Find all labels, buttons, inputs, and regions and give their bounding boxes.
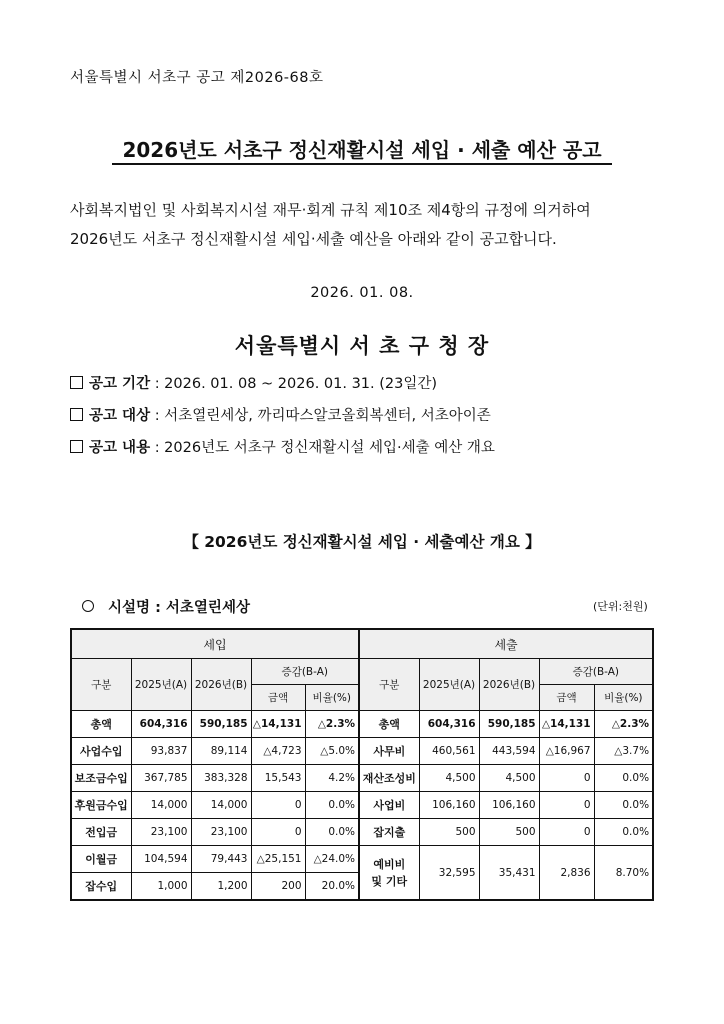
revenue-change-ratio: 4.2% (305, 765, 359, 792)
table-row (71, 711, 653, 738)
revenue-2025: 104,594 (131, 846, 191, 873)
summary-title: 【 2026년도 정신재활시설 세입 · 세출예산 개요 】 (183, 533, 541, 551)
expense-change-amount: 0 (539, 765, 594, 792)
intro-line-1: 사회복지법인 및 사회복지시설 재무·회계 규칙 제10조 제4항의 규정에 의거하여 (70, 201, 591, 219)
intro-line-2: 2026년도 서초구 정신재활시설 세입·세출 예산을 아래와 같이 공고합니다. (70, 230, 557, 248)
table-row (71, 738, 653, 765)
expense-change-amount: 0 (539, 792, 594, 819)
expense-2026: 590,185 (479, 711, 539, 738)
expense-change-ratio: △3.7% (594, 738, 653, 765)
revenue-change-amount: 0 (251, 819, 305, 846)
expense-change-amount: △14,131 (539, 711, 594, 738)
expense-name: 예비비 및 기타 (359, 846, 419, 901)
unit-label: (단위:천원) (593, 600, 648, 613)
revenue-change-ratio: △24.0% (305, 846, 359, 873)
page-title: 2026년도 서초구 정신재활시설 세입 · 세출 예산 공고 (122, 138, 602, 162)
revenue-2026: 23,100 (191, 819, 251, 846)
checkbox-square-icon (70, 376, 83, 389)
expense-2026: 35,431 (479, 846, 539, 901)
expense-name: 잡지출 (359, 819, 419, 846)
col-2025: 2025년(A) (131, 659, 191, 711)
revenue-name: 이월금 (71, 846, 131, 873)
revenue-change-ratio: 0.0% (305, 792, 359, 819)
table-row (71, 819, 653, 846)
expense-change-ratio: △2.3% (594, 711, 653, 738)
info-target-label: 공고 대상 (89, 408, 151, 424)
info-content (70, 436, 495, 457)
expense-2025: 106,160 (419, 792, 479, 819)
revenue-2025: 93,837 (131, 738, 191, 765)
info-period-value: : 2026. 01. 08 ~ 2026. 01. 31. (23일간) (154, 376, 438, 392)
col-change: 증감(B-A) (539, 659, 653, 685)
revenue-name: 후원금수입 (71, 792, 131, 819)
revenue-2026: 79,443 (191, 846, 251, 873)
expense-change-ratio: 0.0% (594, 792, 653, 819)
expense-2025: 460,561 (419, 738, 479, 765)
col-amount: 금액 (251, 685, 305, 711)
table-row (71, 765, 653, 792)
revenue-name: 사업수입 (71, 738, 131, 765)
col-2026: 2026년(B) (479, 659, 539, 711)
intro-paragraph (70, 196, 660, 254)
revenue-change-ratio: 20.0% (305, 873, 359, 901)
expense-2026: 106,160 (479, 792, 539, 819)
revenue-change-ratio: △2.3% (305, 711, 359, 738)
expense-2026: 500 (479, 819, 539, 846)
facility-heading (82, 596, 250, 617)
issuer: 서울특별시 서 초 구 청 장 (234, 334, 490, 358)
revenue-2026: 590,185 (191, 711, 251, 738)
expense-2026: 4,500 (479, 765, 539, 792)
revenue-2025: 23,100 (131, 819, 191, 846)
revenue-change-amount: △25,151 (251, 846, 305, 873)
revenue-2026: 1,200 (191, 873, 251, 901)
info-target (70, 404, 491, 425)
expense-2025: 604,316 (419, 711, 479, 738)
col-2026: 2026년(B) (191, 659, 251, 711)
col-2025: 2025년(A) (419, 659, 479, 711)
expense-change-amount: △16,967 (539, 738, 594, 765)
table-row (71, 792, 653, 819)
expense-name: 총액 (359, 711, 419, 738)
expense-2026: 443,594 (479, 738, 539, 765)
budget-table (70, 628, 654, 901)
expense-name: 재산조성비 (359, 765, 419, 792)
col-category: 구분 (359, 659, 419, 711)
expense-2025: 4,500 (419, 765, 479, 792)
revenue-change-amount: 0 (251, 792, 305, 819)
expense-name: 사무비 (359, 738, 419, 765)
info-content-value: : 2026년도 서초구 정신재활시설 세입·세출 예산 개요 (154, 440, 495, 456)
expense-header: 세출 (359, 629, 653, 659)
checkbox-square-icon (70, 408, 83, 421)
revenue-2026: 383,328 (191, 765, 251, 792)
revenue-change-amount: 15,543 (251, 765, 305, 792)
col-ratio: 비율(%) (594, 685, 653, 711)
revenue-name: 전입금 (71, 819, 131, 846)
revenue-name: 보조금수입 (71, 765, 131, 792)
revenue-name: 잡수입 (71, 873, 131, 901)
expense-change-ratio: 0.0% (594, 819, 653, 846)
info-period (70, 372, 437, 393)
notice-number: 서울특별시 서초구 공고 제2026-68호 (70, 70, 324, 86)
expense-change-ratio: 8.70% (594, 846, 653, 901)
checkbox-square-icon (70, 440, 83, 453)
expense-change-amount: 0 (539, 819, 594, 846)
revenue-2026: 14,000 (191, 792, 251, 819)
col-amount: 금액 (539, 685, 594, 711)
revenue-change-amount: 200 (251, 873, 305, 901)
expense-2025: 500 (419, 819, 479, 846)
revenue-2025: 604,316 (131, 711, 191, 738)
revenue-2025: 367,785 (131, 765, 191, 792)
info-target-value: : 서초열린세상, 까리따스알코올회복센터, 서초아이존 (154, 408, 491, 424)
revenue-change-ratio: △5.0% (305, 738, 359, 765)
circle-bullet-icon (82, 600, 94, 612)
revenue-2026: 89,114 (191, 738, 251, 765)
expense-name: 사업비 (359, 792, 419, 819)
expense-change-amount: 2,836 (539, 846, 594, 901)
revenue-2025: 1,000 (131, 873, 191, 901)
facility-label: 시설명 : 서초열린세상 (108, 600, 250, 616)
title-underline (112, 163, 612, 165)
col-change: 증감(B-A) (251, 659, 359, 685)
col-ratio: 비율(%) (305, 685, 359, 711)
info-content-label: 공고 내용 (89, 440, 151, 456)
expense-change-ratio: 0.0% (594, 765, 653, 792)
revenue-header: 세입 (71, 629, 359, 659)
col-category: 구분 (71, 659, 131, 711)
revenue-change-amount: △14,131 (251, 711, 305, 738)
revenue-change-amount: △4,723 (251, 738, 305, 765)
notice-date: 2026. 01. 08. (310, 285, 414, 301)
revenue-2025: 14,000 (131, 792, 191, 819)
revenue-name: 총액 (71, 711, 131, 738)
table-row (71, 846, 653, 873)
revenue-change-ratio: 0.0% (305, 819, 359, 846)
expense-2025: 32,595 (419, 846, 479, 901)
info-period-label: 공고 기간 (89, 376, 151, 392)
